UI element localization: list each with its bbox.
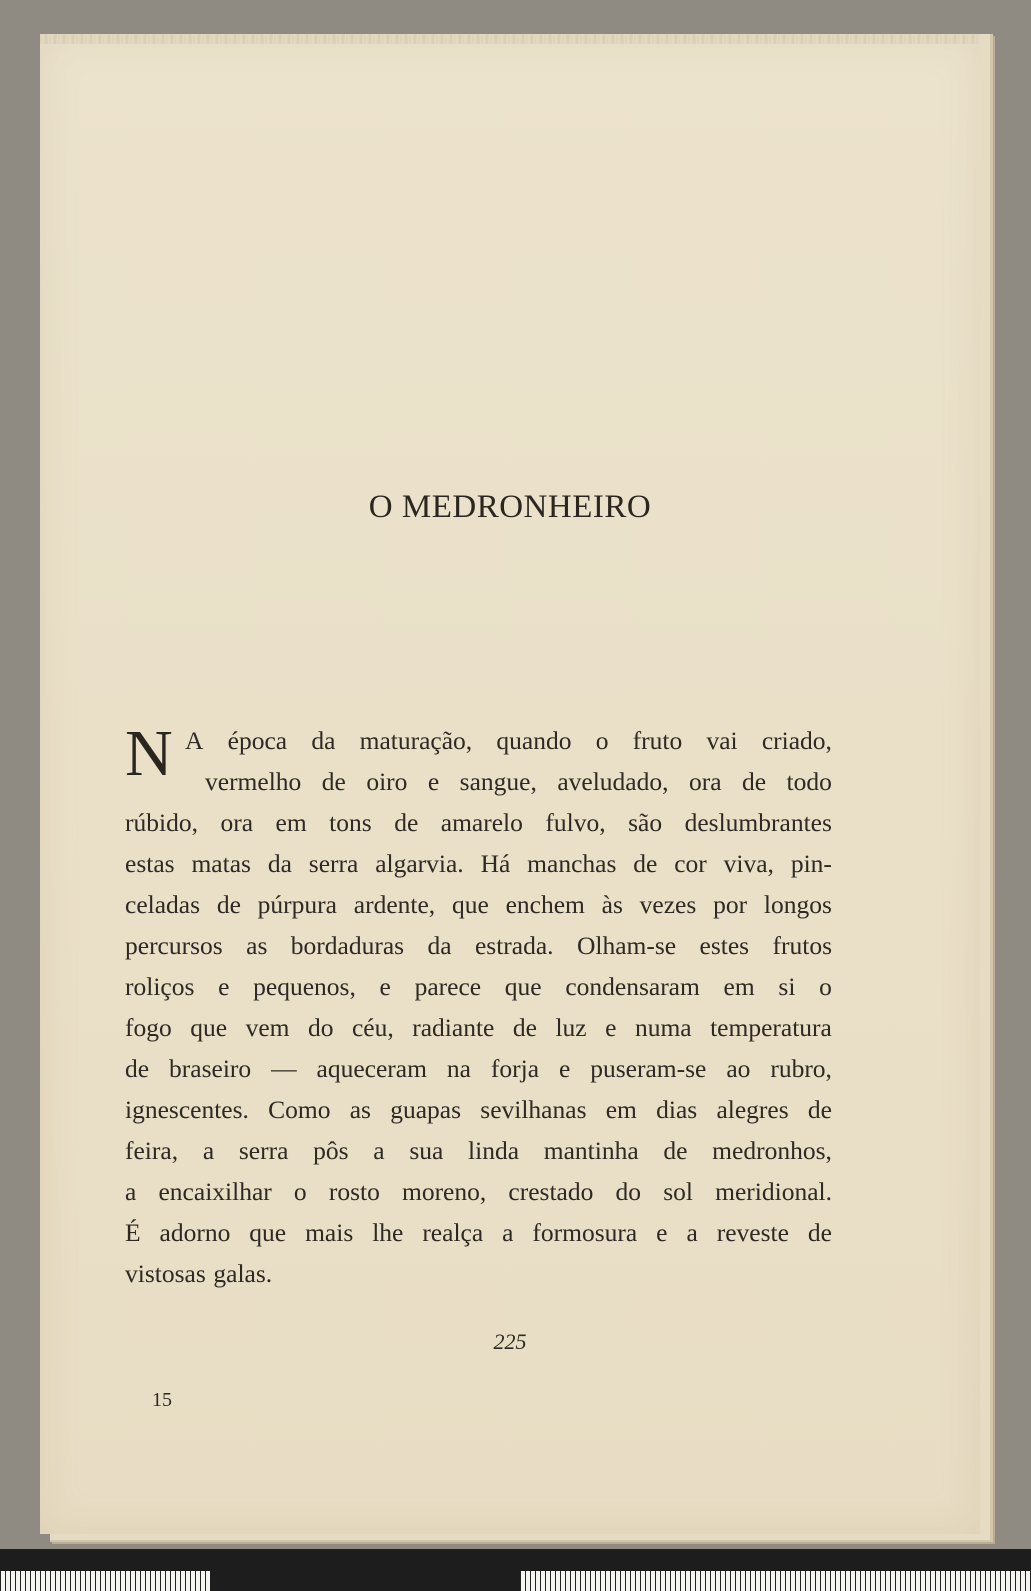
word: ora	[688, 767, 722, 796]
body-paragraph	[125, 717, 832, 1294]
word: e	[656, 1218, 668, 1247]
word: vem	[245, 1013, 290, 1042]
word: serra	[238, 1136, 289, 1165]
word: meridional.	[715, 1177, 832, 1206]
word: a	[502, 1218, 514, 1247]
word: o	[595, 726, 609, 755]
word: ora	[220, 808, 254, 837]
word: roliços	[125, 972, 195, 1001]
word: de	[633, 849, 658, 878]
word: crestado	[508, 1177, 594, 1206]
chapter-title: O MEDRONHEIRO	[368, 489, 652, 525]
word: Olham-se	[576, 931, 677, 960]
word: aveludado,	[557, 767, 669, 796]
word: pin-	[790, 849, 832, 878]
word: e	[605, 1013, 617, 1042]
word: frutos	[772, 931, 832, 960]
text-line	[125, 1130, 832, 1171]
word: as	[349, 1095, 371, 1124]
word: medronhos,	[712, 1136, 832, 1165]
word: pequenos,	[253, 972, 356, 1001]
word: a	[686, 1218, 698, 1247]
word: adorno	[159, 1218, 231, 1247]
word: na	[446, 1054, 471, 1083]
word: da	[427, 931, 452, 960]
word: guapas	[390, 1095, 462, 1124]
word: ao	[726, 1054, 751, 1083]
text-line	[125, 1253, 832, 1294]
word: numa	[634, 1013, 692, 1042]
word: aqueceram	[316, 1054, 427, 1083]
ruler-ticks	[0, 1571, 210, 1591]
word: longos	[763, 890, 832, 919]
word: ardente,	[353, 890, 436, 919]
word: e	[379, 972, 391, 1001]
word: puseram-se	[590, 1054, 707, 1083]
text-line	[185, 720, 832, 761]
word: parece	[414, 972, 482, 1001]
text-line	[125, 966, 832, 1007]
word: de	[807, 1095, 832, 1124]
text-line	[125, 761, 832, 802]
word: que	[190, 1013, 228, 1042]
word: temperatura	[710, 1013, 832, 1042]
word: encaixilhar	[158, 1177, 272, 1206]
word: quando	[496, 726, 572, 755]
word: É	[125, 1218, 141, 1247]
word: vai	[706, 726, 738, 755]
word: criado,	[761, 726, 832, 755]
word: de	[125, 1054, 150, 1083]
word: linda	[468, 1136, 520, 1165]
word: de	[742, 767, 767, 796]
text-line	[125, 1089, 832, 1130]
text-line	[125, 1007, 832, 1048]
word: algarvia.	[375, 849, 464, 878]
word: de	[394, 808, 419, 837]
word: condensaram	[565, 972, 700, 1001]
word: do	[615, 1177, 642, 1206]
word: da	[311, 726, 336, 755]
word: lhe	[372, 1218, 404, 1247]
word: o	[293, 1177, 307, 1206]
word: mais	[305, 1218, 354, 1247]
word: fulvo,	[545, 808, 606, 837]
page-number: 225	[493, 1329, 527, 1354]
word: Há	[480, 849, 511, 878]
word: mantinha	[543, 1136, 639, 1165]
word: que	[249, 1218, 287, 1247]
word: tons	[329, 808, 372, 837]
word: pôs	[313, 1136, 349, 1165]
text-line	[125, 802, 832, 843]
word: alegres	[716, 1095, 789, 1124]
word: céu,	[351, 1013, 394, 1042]
word: rosto	[328, 1177, 380, 1206]
word: são	[628, 808, 663, 837]
text-line	[125, 1212, 832, 1253]
word: rubro,	[770, 1054, 832, 1083]
word: e	[427, 767, 440, 796]
word: sangue,	[459, 767, 537, 796]
word: deslumbrantes	[684, 808, 832, 837]
word: rúbido,	[125, 808, 198, 837]
word: estrada.	[474, 931, 554, 960]
word: galas.	[213, 1259, 273, 1288]
word: moreno,	[401, 1177, 487, 1206]
word: reveste	[716, 1218, 789, 1247]
word: púrpura	[257, 890, 337, 919]
word: serra	[308, 849, 359, 878]
word: si	[778, 972, 796, 1001]
word: A	[185, 726, 204, 755]
text-line	[125, 1048, 832, 1089]
word: e	[558, 1054, 571, 1083]
word: manchas	[527, 849, 617, 878]
text-line	[125, 843, 832, 884]
word: viva,	[723, 849, 774, 878]
text-line	[125, 884, 832, 925]
word: bordaduras	[290, 931, 405, 960]
word: ignescentes.	[125, 1095, 249, 1124]
word: radiante	[412, 1013, 495, 1042]
word: vistosas	[125, 1259, 206, 1288]
word: maturação,	[359, 726, 473, 755]
book-page	[40, 34, 980, 1534]
word: fruto	[632, 726, 683, 755]
word: estas	[125, 849, 175, 878]
word: —	[271, 1054, 297, 1083]
word: a	[202, 1136, 215, 1165]
word: que	[504, 972, 542, 1001]
word: formosura	[532, 1218, 638, 1247]
word: por	[713, 890, 748, 919]
word: matas	[191, 849, 251, 878]
word: feira,	[125, 1136, 179, 1165]
word: sua	[409, 1136, 444, 1165]
word: sol	[663, 1177, 693, 1206]
word: percursos	[125, 931, 223, 960]
word: de	[807, 1218, 832, 1247]
word: de	[663, 1136, 688, 1165]
word: época	[227, 726, 288, 755]
word: Como	[268, 1095, 331, 1124]
ruler-ticks	[520, 1571, 1031, 1591]
word: amarelo	[440, 808, 523, 837]
word: de	[216, 890, 241, 919]
word: fogo	[125, 1013, 172, 1042]
word: em	[723, 972, 755, 1001]
word: enchem	[505, 890, 585, 919]
word: em	[275, 808, 307, 837]
word: às	[601, 890, 623, 919]
word: em	[605, 1095, 637, 1124]
word: vermelho	[205, 767, 302, 796]
word: da	[267, 849, 292, 878]
word: forja	[490, 1054, 540, 1083]
word: oiro	[366, 767, 408, 796]
word: luz	[555, 1013, 587, 1042]
word: todo	[786, 767, 832, 796]
word: as	[246, 931, 268, 960]
page-top-edge	[40, 34, 980, 44]
word: braseiro	[169, 1054, 252, 1083]
text-line	[125, 1171, 832, 1212]
word: e	[218, 972, 230, 1001]
word: realça	[422, 1218, 484, 1247]
word: dias	[656, 1095, 698, 1124]
signature-mark: 15	[152, 1389, 172, 1411]
word: que	[451, 890, 489, 919]
word: celadas	[125, 890, 201, 919]
word: sevilhanas	[480, 1095, 587, 1124]
word: a	[125, 1177, 137, 1206]
word: o	[819, 972, 832, 1001]
text-line	[125, 925, 832, 966]
word: de	[512, 1013, 537, 1042]
word: vezes	[639, 890, 697, 919]
word: a	[373, 1136, 385, 1165]
word: estes	[699, 931, 750, 960]
word: do	[307, 1013, 334, 1042]
word: cor	[674, 849, 707, 878]
scale-ruler	[0, 1549, 1031, 1591]
drop-cap: N	[125, 717, 173, 790]
word: de	[321, 767, 346, 796]
